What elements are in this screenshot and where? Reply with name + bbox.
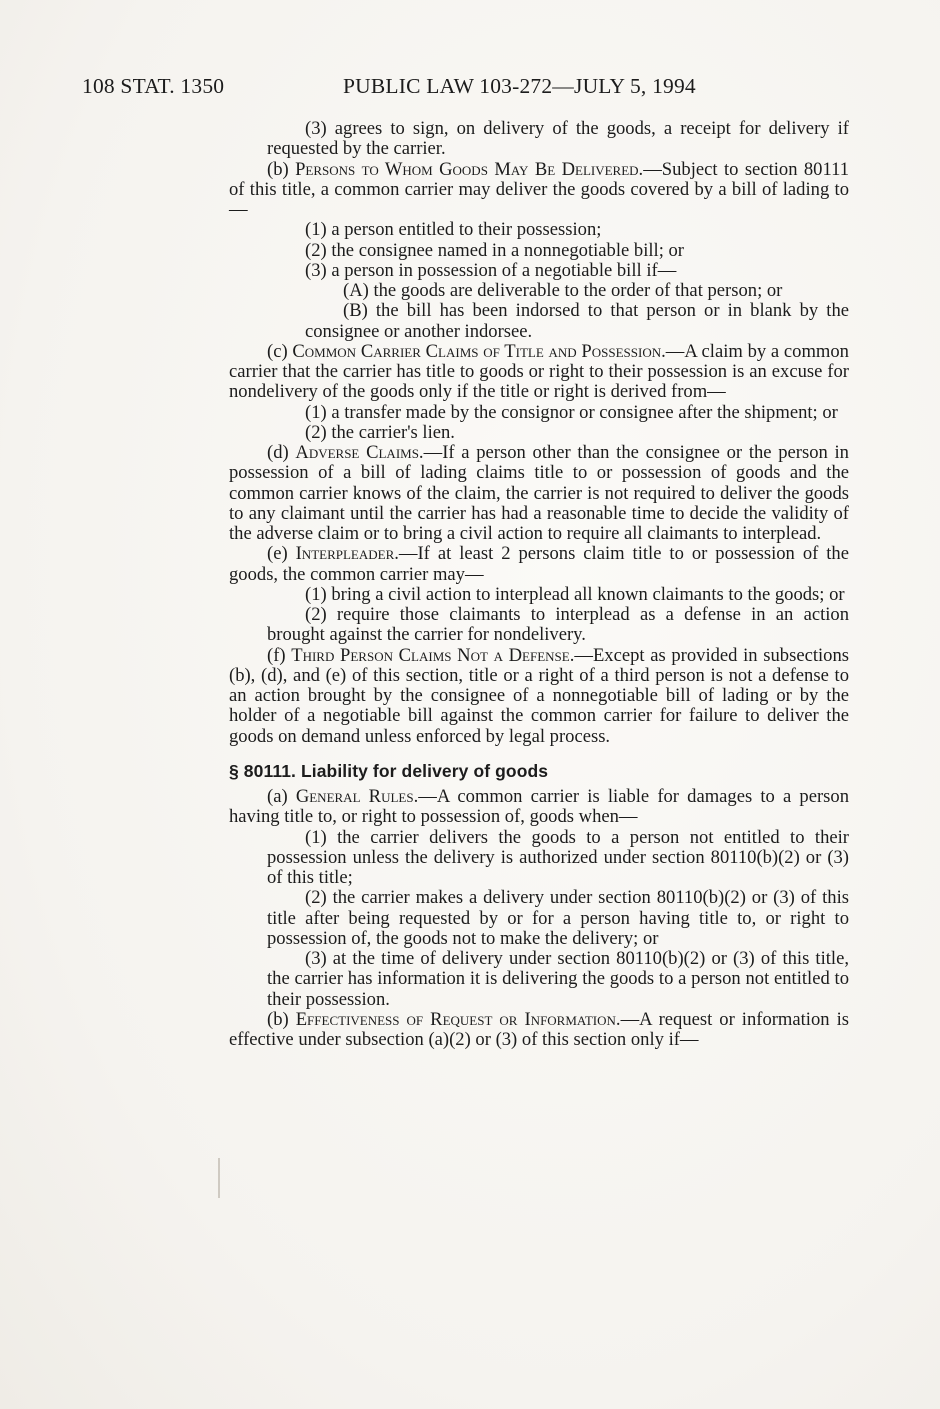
subsection-a: (a) General Rules.—A common carrier is liable for damages to a person having title to, or right to possession of, goods when— — [229, 786, 849, 828]
subsection-heading: Common Carrier Claims of Title and Possession. — [292, 340, 666, 362]
margin-mark — [218, 1158, 220, 1198]
statute-page-number: 108 STAT. 1350 — [82, 74, 225, 98]
subsection-b: (b) Effectiveness of Request or Information.—A request or information is effective under subsection (a)(2) or (3) of this section only if— — [229, 1008, 849, 1050]
subsection-heading: Adverse Claims. — [295, 442, 424, 463]
paragraph: (3) at the time of delivery under section 80110(b)(2) or (3) of this title, the carrier has information it is delivering the goods to a person not entitled to their possession. — [267, 948, 849, 1010]
subsection-c: (c) Common Carrier Claims of Title and Possession.—A claim by a common carrier that the carrier has title to goods or right to their possession is an excuse for nondelivery of the goods only if the title or right is derived from— — [229, 340, 849, 403]
paragraph: (1) a transfer made by the consignor or consignee after the shipment; or — [305, 401, 838, 423]
law-title: PUBLIC LAW 103-272—JULY 5, 1994 — [343, 74, 696, 98]
paragraph: (2) the consignee named in a nonnegotiable bill; or — [305, 239, 684, 261]
paragraph: (1) the carrier delivers the goods to a person not entitled to their possession unless the delivery is authorized under section 80110(b)(2) or (3) of this title; — [267, 826, 849, 888]
running-header — [82, 74, 762, 104]
paragraph: (2) the carrier's lien. — [305, 421, 455, 443]
section-heading: § 80111. Liability for delivery of goods — [229, 760, 549, 781]
paragraph: (1) a person entitled to their possession; — [305, 219, 602, 241]
paragraph: (1) bring a civil action to interplead all known claimants to the goods; or — [305, 583, 845, 605]
subsection-heading: Interpleader. — [295, 543, 399, 565]
subsection-heading: Third Person Claims Not a Defense. — [291, 644, 575, 666]
subsection-heading: Persons to Whom Goods May Be Delivered. — [295, 158, 644, 180]
paragraph: (3) agrees to sign, on delivery of the goods, a receipt for delivery if requested by the carrier. — [267, 118, 849, 160]
paragraph: (2) require those claimants to interplead as a defense in an action brought against the carrier for nondelivery. — [267, 604, 849, 646]
paragraph: (A) the goods are deliverable to the order of that person; or — [343, 280, 783, 301]
subsection-d: (d) Adverse Claims.—If a person other than the consignee or the person in possession of a bill of lading claims title to or possession of goods and the common carrier knows of the claim, the carrier is not required to deliver the goods to any claimant until the carrier has had a reasonable time to decide the validity of the adverse claim or to bring a civil action to require all claimants to interplead. — [229, 442, 849, 544]
paragraph: (2) the carrier makes a delivery under section 80110(b)(2) or (3) of this title after being requested by or for a person having title to, or right to possession of, the goods not to make the delivery; or — [267, 887, 849, 949]
subsection-f: (f) Third Person Claims Not a Defense.—Except as provided in subsections (b), (d), and (e) of this section, title or a right of a third person is not a defense to an action brought by the consignee of a nonnegotiable bill of lading or by the holder of a negotiable bill against the common carrier for failure to deliver the goods on demand unless enforced by legal process. — [229, 644, 849, 747]
subsection-heading: Effectiveness of Request or Information. — [295, 1008, 621, 1030]
subsection-e: (e) Interpleader.—If at least 2 persons claim title to or possession of the goods, the common carrier may— — [229, 543, 849, 585]
paragraph: (3) a person in possession of a negotiable bill if— — [305, 259, 677, 281]
subsection-b: (b) Persons to Whom Goods May Be Delivered.—Subject to section 80111 of this title, a common carrier may deliver the goods covered by a bill of lading to— — [229, 158, 849, 220]
document-body — [229, 119, 849, 1050]
subsection-heading: General Rules. — [295, 786, 419, 807]
paragraph: (B) the bill has been indorsed to that person or in blank by the consignee or another indorsee. — [305, 300, 849, 342]
